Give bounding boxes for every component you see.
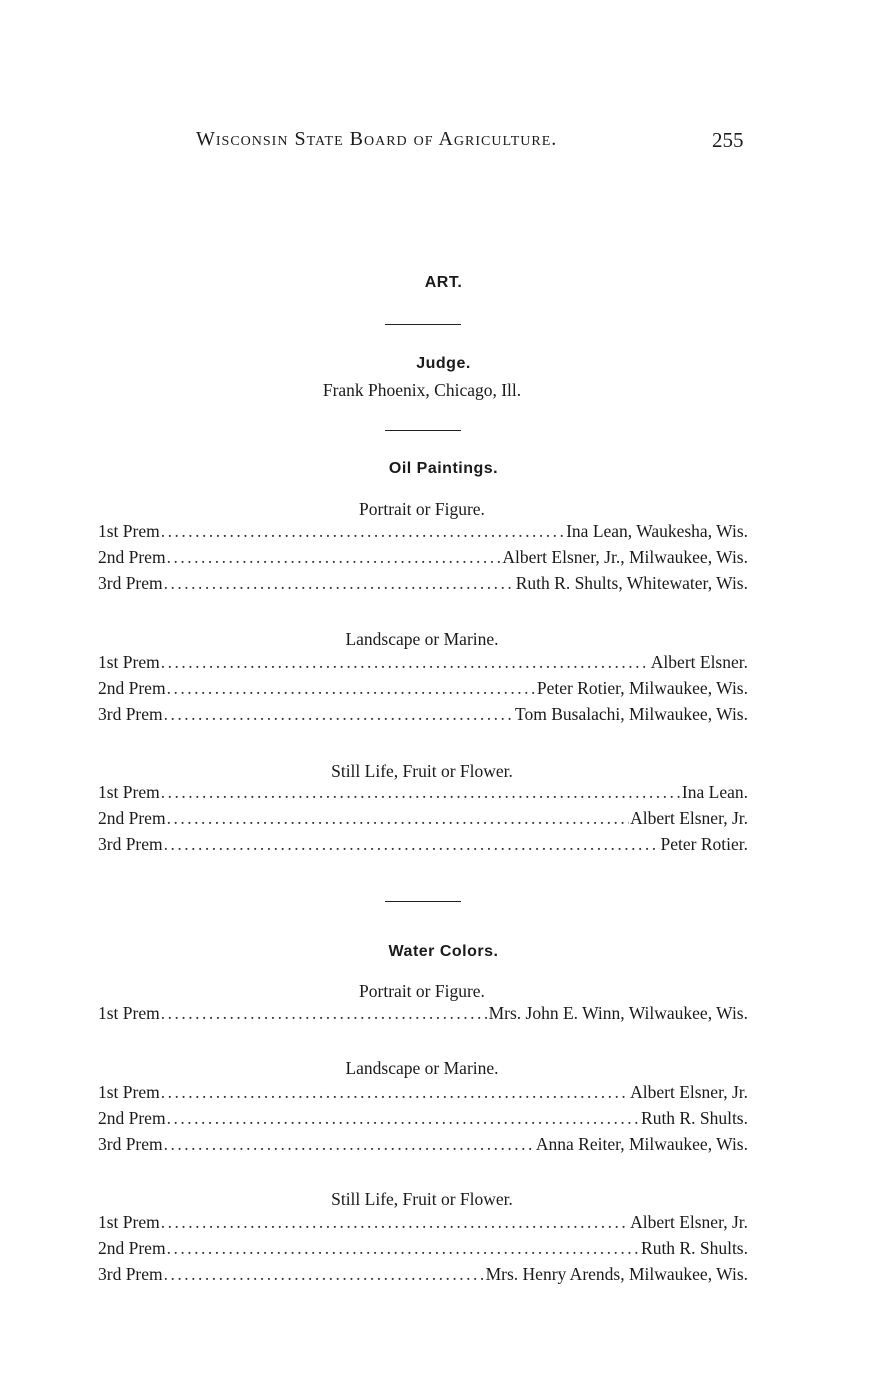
award-place: 3rd Prem — [98, 1264, 163, 1284]
award-winner: Ina Lean, Waukesha, Wis. — [566, 521, 748, 541]
category-title: Landscape or Marine. — [345, 629, 499, 649]
divider-rule — [385, 324, 461, 325]
dot-leader — [161, 1082, 629, 1103]
dot-leader — [161, 782, 681, 803]
page-number: 255 — [712, 128, 744, 152]
award-entry — [98, 1212, 748, 1234]
award-entry — [98, 678, 748, 700]
award-winner: Albert Elsner, Jr., Milwaukee, Wis. — [502, 547, 748, 567]
award-place: 2nd Prem — [98, 1108, 166, 1128]
dot-leader — [164, 1134, 535, 1155]
award-entry — [98, 652, 748, 674]
water-colors-heading: Water Colors. — [388, 943, 499, 960]
judge-heading: Judge. — [416, 355, 471, 372]
award-winner: Mrs. Henry Arends, Milwaukee, Wis. — [485, 1264, 748, 1284]
award-place: 1st Prem — [98, 1212, 160, 1232]
dot-leader — [167, 808, 630, 829]
award-place: 1st Prem — [98, 521, 160, 541]
dot-leader — [167, 547, 502, 568]
running-title: Wisconsin State Board of Agriculture. — [196, 128, 558, 150]
award-winner: Albert Elsner. — [650, 652, 748, 672]
award-place: 1st Prem — [98, 782, 160, 802]
dot-leader — [164, 704, 514, 725]
award-winner: Ruth R. Shults. — [641, 1108, 748, 1128]
dot-leader — [161, 521, 565, 542]
award-winner: Mrs. John E. Winn, Wilwaukee, Wis. — [488, 1003, 748, 1023]
category-title: Portrait or Figure. — [359, 981, 485, 1001]
award-entry — [98, 1108, 748, 1130]
award-place: 1st Prem — [98, 1003, 160, 1023]
category-title: Portrait or Figure. — [359, 499, 485, 519]
category-title: Landscape or Marine. — [345, 1058, 499, 1078]
divider-rule — [385, 901, 461, 902]
dot-leader — [164, 573, 515, 594]
award-entry — [98, 1264, 748, 1286]
oil-paintings-heading: Oil Paintings. — [388, 460, 499, 477]
award-place: 3rd Prem — [98, 704, 163, 724]
award-place: 3rd Prem — [98, 834, 163, 854]
dot-leader — [164, 1264, 485, 1285]
award-entry — [98, 1082, 748, 1104]
award-entry — [98, 573, 748, 595]
award-place: 3rd Prem — [98, 1134, 163, 1154]
award-place: 1st Prem — [98, 1082, 160, 1102]
award-entry — [98, 547, 748, 569]
category-title: Still Life, Fruit or Flower. — [331, 761, 513, 781]
award-winner: Tom Busalachi, Milwaukee, Wis. — [515, 704, 748, 724]
award-entry — [98, 704, 748, 726]
award-winner: Anna Reiter, Milwaukee, Wis. — [535, 1134, 748, 1154]
award-winner: Albert Elsner, Jr. — [630, 1212, 748, 1232]
award-entry — [98, 834, 748, 856]
award-place: 3rd Prem — [98, 573, 163, 593]
award-place: 2nd Prem — [98, 547, 166, 567]
dot-leader — [167, 1238, 640, 1259]
award-winner: Albert Elsner, Jr. — [630, 808, 748, 828]
award-winner: Ruth R. Shults, Whitewater, Wis. — [515, 573, 748, 593]
award-place: 2nd Prem — [98, 808, 166, 828]
award-place: 2nd Prem — [98, 678, 166, 698]
dot-leader — [167, 678, 536, 699]
dot-leader — [161, 1212, 629, 1233]
award-entry — [98, 808, 748, 830]
judge-name: Frank Phoenix, Chicago, Ill. — [322, 380, 522, 400]
dot-leader — [161, 1003, 488, 1024]
award-entry — [98, 1003, 748, 1025]
award-place: 1st Prem — [98, 652, 160, 672]
award-entry — [98, 521, 748, 543]
award-entry — [98, 782, 748, 804]
divider-rule — [385, 430, 461, 431]
award-winner: Ina Lean. — [681, 782, 748, 802]
dot-leader — [167, 1108, 640, 1129]
award-winner: Ruth R. Shults. — [641, 1238, 748, 1258]
dot-leader — [164, 834, 660, 855]
section-title: ART. — [424, 274, 463, 291]
award-winner: Peter Rotier, Milwaukee, Wis. — [536, 678, 748, 698]
dot-leader — [161, 652, 650, 673]
award-winner: Peter Rotier. — [660, 834, 748, 854]
award-entry — [98, 1238, 748, 1260]
award-place: 2nd Prem — [98, 1238, 166, 1258]
award-winner: Albert Elsner, Jr. — [630, 1082, 748, 1102]
award-entry — [98, 1134, 748, 1156]
category-title: Still Life, Fruit or Flower. — [331, 1189, 513, 1209]
